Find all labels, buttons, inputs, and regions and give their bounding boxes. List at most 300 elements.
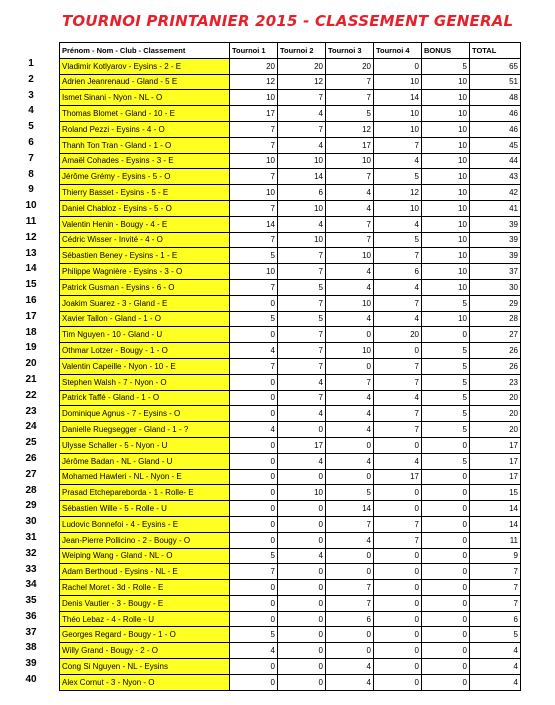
tournoi-2-cell: 0 xyxy=(278,659,326,675)
table-row xyxy=(60,580,521,596)
tournoi-2-cell: 5 xyxy=(278,311,326,327)
rank-number: 5 xyxy=(28,121,34,133)
bonus-cell: 5 xyxy=(422,58,470,74)
table-row xyxy=(60,248,521,264)
tournoi-4-cell: 0 xyxy=(374,643,422,659)
tournoi-4-cell: 20 xyxy=(374,327,422,343)
player-name-cell: Patrick Gusman - Eysins - 6 - O xyxy=(60,279,230,295)
total-cell: 43 xyxy=(470,169,521,185)
total-cell: 27 xyxy=(470,327,521,343)
rank-number: 10 xyxy=(25,200,37,212)
tournoi-2-cell: 0 xyxy=(278,627,326,643)
tournoi-1-cell: 0 xyxy=(230,485,278,501)
total-cell: 20 xyxy=(470,390,521,406)
tournoi-2-cell: 7 xyxy=(278,295,326,311)
tournoi-1-cell: 4 xyxy=(230,343,278,359)
bonus-cell: 5 xyxy=(422,453,470,469)
tournoi-2-cell: 0 xyxy=(278,595,326,611)
total-cell: 39 xyxy=(470,248,521,264)
tournoi-1-cell: 17 xyxy=(230,106,278,122)
total-cell: 26 xyxy=(470,343,521,359)
rank-number: 8 xyxy=(28,168,34,180)
header-total: TOTAL xyxy=(470,43,521,59)
tournoi-2-cell: 7 xyxy=(278,248,326,264)
total-cell: 5 xyxy=(470,627,521,643)
tournoi-3-cell: 4 xyxy=(326,264,374,280)
tournoi-4-cell: 7 xyxy=(374,516,422,532)
table-row xyxy=(60,169,521,185)
tournoi-3-cell: 4 xyxy=(326,185,374,201)
total-cell: 46 xyxy=(470,121,521,137)
player-name-cell: Adam Berthoud - Eysins - NL - E xyxy=(60,564,230,580)
tournoi-4-cell: 0 xyxy=(374,611,422,627)
rank-number: 32 xyxy=(25,547,37,559)
tournoi-2-cell: 10 xyxy=(278,485,326,501)
tournoi-1-cell: 5 xyxy=(230,248,278,264)
rank-number: 24 xyxy=(25,421,37,433)
player-name-cell: Thanh Ton Tran - Gland - 1 - O xyxy=(60,137,230,153)
tournoi-2-cell: 0 xyxy=(278,674,326,690)
header-tournoi-2: Tournoi 2 xyxy=(278,43,326,59)
tournoi-2-cell: 0 xyxy=(278,643,326,659)
tournoi-1-cell: 7 xyxy=(230,169,278,185)
player-name-cell: Valentin Capeille - Nyon - 10 - E xyxy=(60,358,230,374)
tournoi-1-cell: 0 xyxy=(230,374,278,390)
bonus-cell: 0 xyxy=(422,469,470,485)
total-cell: 6 xyxy=(470,611,521,627)
tournoi-1-cell: 10 xyxy=(230,185,278,201)
tournoi-4-cell: 0 xyxy=(374,485,422,501)
total-cell: 7 xyxy=(470,580,521,596)
tournoi-3-cell: 7 xyxy=(326,580,374,596)
tournoi-1-cell: 10 xyxy=(230,90,278,106)
table-row xyxy=(60,121,521,137)
tournoi-3-cell: 4 xyxy=(326,200,374,216)
bonus-cell: 10 xyxy=(422,232,470,248)
total-cell: 45 xyxy=(470,137,521,153)
tournoi-2-cell: 20 xyxy=(278,58,326,74)
tournoi-3-cell: 4 xyxy=(326,532,374,548)
header-player: Prénom - Nom - Club - Classement xyxy=(60,43,230,59)
table-row xyxy=(60,264,521,280)
tournoi-1-cell: 0 xyxy=(230,516,278,532)
tournoi-4-cell: 0 xyxy=(374,674,422,690)
player-name-cell: Mohamed Hawleri - NL - Nyon - E xyxy=(60,469,230,485)
table-row xyxy=(60,548,521,564)
tournoi-4-cell: 7 xyxy=(374,532,422,548)
tournoi-3-cell: 14 xyxy=(326,501,374,517)
table-row xyxy=(60,659,521,675)
tournoi-2-cell: 10 xyxy=(278,200,326,216)
total-cell: 4 xyxy=(470,643,521,659)
bonus-cell: 0 xyxy=(422,643,470,659)
bonus-cell: 0 xyxy=(422,485,470,501)
tournoi-4-cell: 0 xyxy=(374,627,422,643)
total-cell: 4 xyxy=(470,674,521,690)
tournoi-3-cell: 7 xyxy=(326,374,374,390)
tournoi-1-cell: 14 xyxy=(230,216,278,232)
tournoi-3-cell: 0 xyxy=(326,548,374,564)
tournoi-3-cell: 4 xyxy=(326,311,374,327)
rank-number: 12 xyxy=(25,231,37,243)
bonus-cell: 10 xyxy=(422,311,470,327)
tournoi-4-cell: 5 xyxy=(374,232,422,248)
tournoi-3-cell: 0 xyxy=(326,327,374,343)
tournoi-4-cell: 4 xyxy=(374,311,422,327)
tournoi-1-cell: 0 xyxy=(230,406,278,422)
page-title: TOURNOI PRINTANIER 2015 - CLASSEMENT GENERAL xyxy=(62,12,514,30)
player-name-cell: Amaël Cohades - Eysins - 3 - E xyxy=(60,153,230,169)
tournoi-1-cell: 5 xyxy=(230,627,278,643)
tournoi-2-cell: 0 xyxy=(278,469,326,485)
tournoi-2-cell: 0 xyxy=(278,501,326,517)
tournoi-3-cell: 0 xyxy=(326,469,374,485)
tournoi-1-cell: 0 xyxy=(230,532,278,548)
total-cell: 42 xyxy=(470,185,521,201)
total-cell: 20 xyxy=(470,422,521,438)
player-name-cell: Prasad Etchepareborda - 1 - Rolle- E xyxy=(60,485,230,501)
player-name-cell: Denis Vautier - 3 - Bougy - E xyxy=(60,595,230,611)
rank-number: 14 xyxy=(25,263,37,275)
tournoi-4-cell: 0 xyxy=(374,58,422,74)
tournoi-1-cell: 7 xyxy=(230,279,278,295)
tournoi-4-cell: 0 xyxy=(374,501,422,517)
table-row xyxy=(60,74,521,90)
table-row xyxy=(60,327,521,343)
bonus-cell: 0 xyxy=(422,580,470,596)
table-row xyxy=(60,674,521,690)
player-name-cell: Rachel Moret - 3d - Rolle - E xyxy=(60,580,230,596)
tournoi-1-cell: 0 xyxy=(230,659,278,675)
bonus-cell: 10 xyxy=(422,216,470,232)
player-name-cell: Cong Si Nguyen - NL - Eysins xyxy=(60,659,230,675)
player-name-cell: Thomas Blomet - Gland - 10 - E xyxy=(60,106,230,122)
total-cell: 17 xyxy=(470,437,521,453)
rank-number: 29 xyxy=(25,500,37,512)
rank-number: 9 xyxy=(28,184,34,196)
tournoi-1-cell: 0 xyxy=(230,611,278,627)
tournoi-2-cell: 17 xyxy=(278,437,326,453)
bonus-cell: 5 xyxy=(422,406,470,422)
rank-number: 18 xyxy=(25,326,37,338)
rank-number: 40 xyxy=(25,674,37,686)
tournoi-4-cell: 12 xyxy=(374,185,422,201)
player-name-cell: Cédric Wisser - Invité - 4 - O xyxy=(60,232,230,248)
player-name-cell: Daniel Chabloz - Eysins - 5 - O xyxy=(60,200,230,216)
tournoi-4-cell: 10 xyxy=(374,106,422,122)
tournoi-1-cell: 4 xyxy=(230,643,278,659)
table-row xyxy=(60,516,521,532)
tournoi-2-cell: 4 xyxy=(278,137,326,153)
bonus-cell: 0 xyxy=(422,564,470,580)
total-cell: 65 xyxy=(470,58,521,74)
tournoi-4-cell: 0 xyxy=(374,437,422,453)
tournoi-4-cell: 14 xyxy=(374,90,422,106)
tournoi-2-cell: 4 xyxy=(278,106,326,122)
tournoi-1-cell: 7 xyxy=(230,200,278,216)
player-name-cell: Sébastien Wille - 5 - Rolle - U xyxy=(60,501,230,517)
tournoi-4-cell: 0 xyxy=(374,564,422,580)
player-name-cell: Danielle Ruegsegger - Gland - 1 - ? xyxy=(60,422,230,438)
tournoi-1-cell: 20 xyxy=(230,58,278,74)
rank-number: 16 xyxy=(25,294,37,306)
total-cell: 39 xyxy=(470,216,521,232)
total-cell: 46 xyxy=(470,106,521,122)
bonus-cell: 0 xyxy=(422,659,470,675)
player-name-cell: Jérôme Badan - NL - Gland - U xyxy=(60,453,230,469)
table-row xyxy=(60,501,521,517)
tournoi-2-cell: 10 xyxy=(278,153,326,169)
tournoi-4-cell: 4 xyxy=(374,390,422,406)
bonus-cell: 10 xyxy=(422,200,470,216)
tournoi-1-cell: 0 xyxy=(230,295,278,311)
total-cell: 15 xyxy=(470,485,521,501)
rank-number: 30 xyxy=(25,516,37,528)
player-name-cell: Roland Pezzi - Eysins - 4 - O xyxy=(60,121,230,137)
tournoi-4-cell: 7 xyxy=(374,406,422,422)
rank-number: 17 xyxy=(25,310,37,322)
tournoi-1-cell: 7 xyxy=(230,358,278,374)
rank-number: 23 xyxy=(25,405,37,417)
table-row xyxy=(60,90,521,106)
tournoi-2-cell: 4 xyxy=(278,216,326,232)
bonus-cell: 10 xyxy=(422,121,470,137)
bonus-cell: 0 xyxy=(422,501,470,517)
table-row xyxy=(60,611,521,627)
rank-number: 31 xyxy=(25,531,37,543)
player-name-cell: Tim Nguyen - 10 - Gland - U xyxy=(60,327,230,343)
tournoi-2-cell: 7 xyxy=(278,358,326,374)
bonus-cell: 10 xyxy=(422,153,470,169)
bonus-cell: 0 xyxy=(422,627,470,643)
tournoi-3-cell: 10 xyxy=(326,295,374,311)
tournoi-3-cell: 4 xyxy=(326,659,374,675)
player-name-cell: Xavier Tallon - Gland - 1 - O xyxy=(60,311,230,327)
tournoi-1-cell: 10 xyxy=(230,153,278,169)
tournoi-4-cell: 10 xyxy=(374,200,422,216)
rank-number: 33 xyxy=(25,563,37,575)
tournoi-4-cell: 0 xyxy=(374,659,422,675)
rank-number: 22 xyxy=(25,389,37,401)
tournoi-4-cell: 10 xyxy=(374,74,422,90)
table-row xyxy=(60,279,521,295)
tournoi-3-cell: 17 xyxy=(326,137,374,153)
tournoi-3-cell: 10 xyxy=(326,153,374,169)
bonus-cell: 10 xyxy=(422,185,470,201)
rank-number: 28 xyxy=(25,484,37,496)
tournoi-4-cell: 10 xyxy=(374,121,422,137)
bonus-cell: 0 xyxy=(422,674,470,690)
tournoi-4-cell: 4 xyxy=(374,453,422,469)
table-row xyxy=(60,200,521,216)
total-cell: 26 xyxy=(470,358,521,374)
player-name-cell: Joakim Suarez - 3 - Gland - E xyxy=(60,295,230,311)
bonus-cell: 10 xyxy=(422,248,470,264)
table-row xyxy=(60,390,521,406)
tournoi-4-cell: 17 xyxy=(374,469,422,485)
header-tournoi-4: Tournoi 4 xyxy=(374,43,422,59)
tournoi-1-cell: 7 xyxy=(230,232,278,248)
rank-number: 6 xyxy=(28,136,34,148)
tournoi-2-cell: 12 xyxy=(278,74,326,90)
total-cell: 14 xyxy=(470,516,521,532)
rank-column xyxy=(0,56,50,688)
rank-number: 25 xyxy=(25,437,37,449)
tournoi-2-cell: 7 xyxy=(278,121,326,137)
rank-number: 2 xyxy=(28,73,34,85)
rank-number: 21 xyxy=(25,373,37,385)
bonus-cell: 10 xyxy=(422,279,470,295)
tournoi-1-cell: 0 xyxy=(230,437,278,453)
bonus-cell: 0 xyxy=(422,548,470,564)
table-row xyxy=(60,422,521,438)
rank-number: 7 xyxy=(28,152,34,164)
tournoi-3-cell: 7 xyxy=(326,595,374,611)
player-name-cell: Adrien Jeanrenaud - Gland - 5 E xyxy=(60,74,230,90)
table-row xyxy=(60,58,521,74)
tournoi-2-cell: 7 xyxy=(278,264,326,280)
bonus-cell: 5 xyxy=(422,422,470,438)
tournoi-3-cell: 0 xyxy=(326,437,374,453)
tournoi-1-cell: 12 xyxy=(230,74,278,90)
tournoi-2-cell: 0 xyxy=(278,580,326,596)
bonus-cell: 0 xyxy=(422,516,470,532)
player-name-cell: Vladimir Kotlyarov - Eysins - 2 - E xyxy=(60,58,230,74)
player-name-cell: Othmar Lotzer - Bougy - 1 - O xyxy=(60,343,230,359)
rank-number: 27 xyxy=(25,468,37,480)
bonus-cell: 0 xyxy=(422,532,470,548)
header-tournoi-1: Tournoi 1 xyxy=(230,43,278,59)
bonus-cell: 5 xyxy=(422,343,470,359)
tournoi-1-cell: 4 xyxy=(230,422,278,438)
player-name-cell: Jean-Pierre Pollicino - 2 - Bougy - O xyxy=(60,532,230,548)
tournoi-1-cell: 0 xyxy=(230,390,278,406)
tournoi-2-cell: 7 xyxy=(278,390,326,406)
rank-number: 39 xyxy=(25,658,37,670)
tournoi-4-cell: 7 xyxy=(374,422,422,438)
tournoi-4-cell: 4 xyxy=(374,153,422,169)
total-cell: 48 xyxy=(470,90,521,106)
tournoi-3-cell: 0 xyxy=(326,564,374,580)
player-name-cell: Philippe Wagnière - Eysins - 3 - O xyxy=(60,264,230,280)
table-row xyxy=(60,469,521,485)
total-cell: 17 xyxy=(470,453,521,469)
player-name-cell: Ludovic Bonnefoi - 4 - Eysins - E xyxy=(60,516,230,532)
tournoi-3-cell: 4 xyxy=(326,453,374,469)
tournoi-3-cell: 7 xyxy=(326,169,374,185)
tournoi-2-cell: 14 xyxy=(278,169,326,185)
tournoi-1-cell: 5 xyxy=(230,311,278,327)
table-row xyxy=(60,532,521,548)
bonus-cell: 5 xyxy=(422,390,470,406)
rank-number: 38 xyxy=(25,642,37,654)
table-row xyxy=(60,453,521,469)
total-cell: 51 xyxy=(470,74,521,90)
bonus-cell: 10 xyxy=(422,74,470,90)
tournoi-2-cell: 4 xyxy=(278,453,326,469)
total-cell: 37 xyxy=(470,264,521,280)
tournoi-4-cell: 7 xyxy=(374,374,422,390)
total-cell: 41 xyxy=(470,200,521,216)
player-name-cell: Ulysse Schaller - 5 - Nyon - U xyxy=(60,437,230,453)
rank-number: 1 xyxy=(28,58,34,69)
table-row xyxy=(60,295,521,311)
player-name-cell: Sébastien Beney - Eysins - 1 - E xyxy=(60,248,230,264)
table-row xyxy=(60,406,521,422)
standings-table xyxy=(59,42,521,691)
tournoi-3-cell: 7 xyxy=(326,232,374,248)
tournoi-3-cell: 10 xyxy=(326,248,374,264)
player-name-cell: Jérôme Grémy - Eysins - 5 - O xyxy=(60,169,230,185)
bonus-cell: 5 xyxy=(422,295,470,311)
tournoi-2-cell: 0 xyxy=(278,532,326,548)
tournoi-2-cell: 6 xyxy=(278,185,326,201)
table-row xyxy=(60,232,521,248)
tournoi-4-cell: 7 xyxy=(374,358,422,374)
tournoi-3-cell: 7 xyxy=(326,74,374,90)
table-row xyxy=(60,627,521,643)
tournoi-4-cell: 0 xyxy=(374,580,422,596)
player-name-cell: Alex Cornut - 3 - Nyon - O xyxy=(60,674,230,690)
player-name-cell: Théo Lebaz - 4 - Rolle - U xyxy=(60,611,230,627)
player-name-cell: Willy Grand - Bougy - 2 - O xyxy=(60,643,230,659)
tournoi-3-cell: 4 xyxy=(326,406,374,422)
rank-number: 35 xyxy=(25,595,37,607)
rank-number: 13 xyxy=(25,247,37,259)
bonus-cell: 10 xyxy=(422,169,470,185)
table-row xyxy=(60,311,521,327)
total-cell: 20 xyxy=(470,406,521,422)
tournoi-2-cell: 5 xyxy=(278,279,326,295)
table-row xyxy=(60,185,521,201)
rank-number: 37 xyxy=(25,626,37,638)
tournoi-4-cell: 7 xyxy=(374,248,422,264)
tournoi-4-cell: 0 xyxy=(374,343,422,359)
tournoi-1-cell: 0 xyxy=(230,327,278,343)
bonus-cell: 0 xyxy=(422,611,470,627)
total-cell: 7 xyxy=(470,564,521,580)
rank-number: 20 xyxy=(25,358,37,370)
table-row xyxy=(60,106,521,122)
tournoi-1-cell: 0 xyxy=(230,580,278,596)
bonus-cell: 10 xyxy=(422,90,470,106)
total-cell: 44 xyxy=(470,153,521,169)
tournoi-1-cell: 7 xyxy=(230,564,278,580)
tournoi-4-cell: 7 xyxy=(374,137,422,153)
rank-number: 4 xyxy=(28,105,34,117)
tournoi-2-cell: 7 xyxy=(278,90,326,106)
bonus-cell: 0 xyxy=(422,595,470,611)
bonus-cell: 10 xyxy=(422,264,470,280)
tournoi-4-cell: 7 xyxy=(374,295,422,311)
tournoi-4-cell: 5 xyxy=(374,169,422,185)
total-cell: 39 xyxy=(470,232,521,248)
rank-number: 34 xyxy=(25,579,37,591)
tournoi-2-cell: 4 xyxy=(278,548,326,564)
table-row xyxy=(60,437,521,453)
header-bonus: BONUS xyxy=(422,43,470,59)
tournoi-1-cell: 7 xyxy=(230,121,278,137)
tournoi-3-cell: 7 xyxy=(326,516,374,532)
tournoi-4-cell: 0 xyxy=(374,548,422,564)
total-cell: 11 xyxy=(470,532,521,548)
rank-number: 26 xyxy=(25,452,37,464)
tournoi-3-cell: 4 xyxy=(326,674,374,690)
total-cell: 9 xyxy=(470,548,521,564)
tournoi-2-cell: 0 xyxy=(278,422,326,438)
player-name-cell: Ismet Sinani - Nyon - NL - O xyxy=(60,90,230,106)
total-cell: 29 xyxy=(470,295,521,311)
